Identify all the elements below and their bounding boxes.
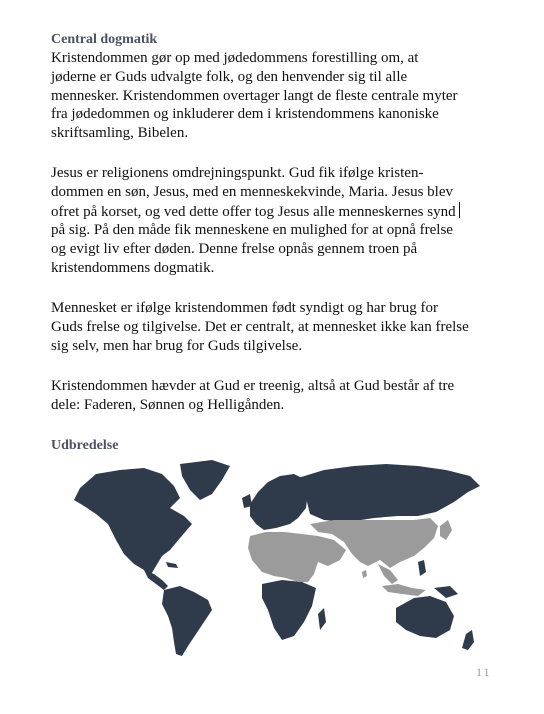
- text-line: ofret på korset, og ved dette offer tog Jesus alle menneskernes synd: [51, 203, 456, 220]
- north-africa-middle-east-shape: [248, 532, 346, 582]
- europe-shape: [250, 474, 308, 530]
- text-line: skriftsamling, Bibelen.: [51, 125, 189, 142]
- madagascar-shape: [318, 608, 326, 630]
- text-line: dele: Faderen, Sønnen og Helligånden.: [51, 396, 285, 413]
- indonesia-shape: [382, 584, 426, 596]
- philippines-shape: [418, 560, 426, 576]
- caribbean-shape: [166, 562, 178, 568]
- text-line-with-cursor: [51, 202, 501, 222]
- australia-shape: [396, 596, 454, 638]
- text-line: jøderne er Guds udvalgte folk, og den henvender sig til alle: [51, 68, 408, 85]
- russia-shape: [298, 464, 480, 522]
- world-map-icon: [62, 458, 482, 658]
- greenland-shape: [180, 460, 230, 500]
- text-line: og evigt liv efter døden. Denne frelse opnås gennem troen på: [51, 241, 418, 258]
- new-zealand-shape: [462, 630, 474, 650]
- sri-lanka-shape: [362, 570, 367, 578]
- north-america-shape: [74, 468, 192, 576]
- text-line: kristendommens dogmatik.: [51, 259, 215, 276]
- page-number: 11: [476, 665, 492, 679]
- south-america-shape: [162, 586, 212, 656]
- text-line: mennesker. Kristendommen overtager langt de fleste centrale myter: [51, 87, 458, 104]
- paragraph-2: [51, 164, 501, 278]
- text-line: fra jødedommen og inkluderer dem i kristendommens kanoniske: [51, 106, 439, 123]
- british-isles-shape: [242, 494, 252, 508]
- text-line: Mennesket er ifølge kristendommen født syndigt og har brug for: [51, 300, 438, 316]
- text-line: Kristendommen hævder at Gud er treenig, altså at Gud består af tre: [51, 378, 455, 394]
- text-cursor: [459, 202, 460, 218]
- text-line: sig selv, men har brug for Guds tilgivelse.: [51, 337, 303, 354]
- southeast-asia-shape: [378, 564, 398, 584]
- text-line: på sig. På den måde fik menneskene en mulighed for at opnå frelse: [51, 222, 453, 239]
- text-line: Kristendommen gør op med jødedommens forestilling om, at: [51, 50, 419, 66]
- text-line: dommen en søn, Jesus, med en menneskekvinde, Maria. Jesus blev: [51, 183, 454, 200]
- text-line: Guds frelse og tilgivelse. Det er centralt, at mennesket ikke kan frelse: [51, 318, 469, 335]
- paragraph-1: [51, 49, 501, 143]
- text-line: Jesus er religionens omdrejningspunkt. Gud fik ifølge kristen-: [51, 165, 424, 181]
- southern-africa-shape: [262, 580, 316, 640]
- section-heading-distribution: Udbredelse: [51, 438, 119, 453]
- central-america-shape: [144, 570, 168, 590]
- japan-shape: [440, 520, 452, 540]
- papua-shape: [434, 586, 458, 598]
- paragraph-3: [51, 299, 501, 355]
- section-heading-dogmatics: Central dogmatik: [51, 32, 158, 47]
- paragraph-4: [51, 377, 501, 415]
